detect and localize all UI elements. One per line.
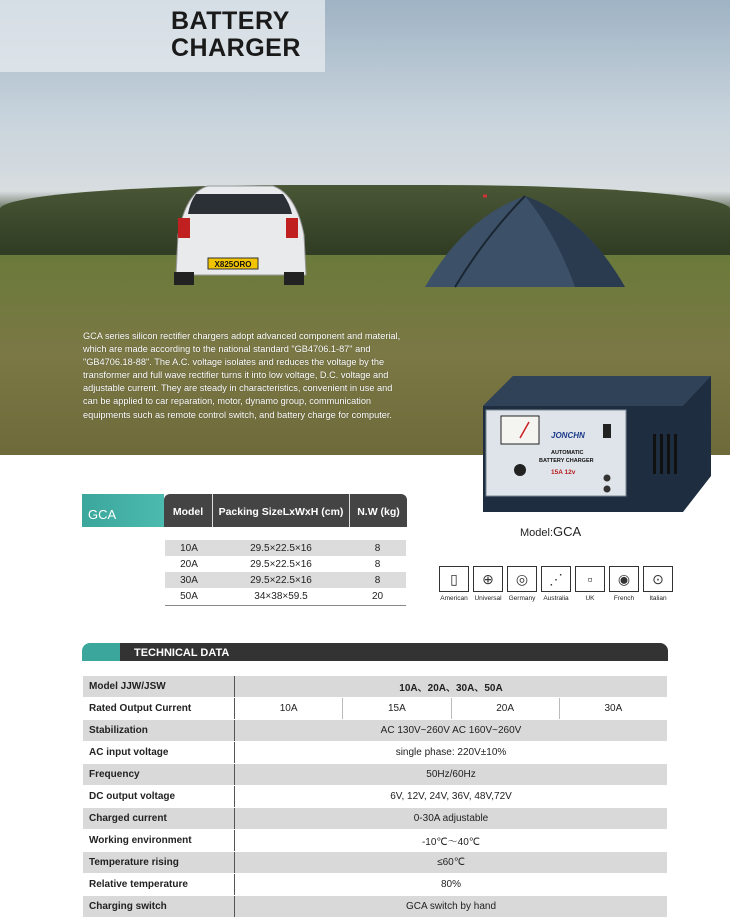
table-cell: 29.5×22.5×16 xyxy=(250,574,312,586)
model-caption xyxy=(520,524,581,539)
plug-american-icon: ▯ xyxy=(439,566,469,592)
technical-data-header xyxy=(82,643,668,661)
table-row xyxy=(83,874,667,896)
table-cell: 10A xyxy=(180,542,198,554)
plug-label: French xyxy=(613,595,635,602)
row-value: single phase: 220V±10% xyxy=(395,747,507,758)
row-value: 10A xyxy=(235,698,343,719)
plug-label: UK xyxy=(585,595,595,602)
table-row xyxy=(83,698,667,720)
row-value: 20A xyxy=(452,698,560,719)
table-cell: 30A xyxy=(180,574,198,586)
row-key: Rated Output Current xyxy=(83,698,235,719)
model-name: GCA xyxy=(553,524,582,539)
gca-series-label: GCA xyxy=(82,494,164,527)
plug-label: Italian xyxy=(649,595,667,602)
gca-col-packing: Packing SizeLxWxH (cm) xyxy=(218,506,344,518)
row-value: AC 130V~260V AC 160V~260V xyxy=(380,725,522,736)
table-row xyxy=(83,676,667,698)
table-row xyxy=(83,808,667,830)
title-line-2: CHARGER xyxy=(171,34,301,62)
plug-label: Australia xyxy=(543,595,569,602)
table-row xyxy=(165,588,406,604)
table-cell: 34×38×59.5 xyxy=(254,590,308,602)
car-image xyxy=(168,180,310,285)
table-row xyxy=(83,764,667,786)
car-plate-text: X825ORO xyxy=(214,260,252,269)
table-row xyxy=(83,830,667,852)
row-value: 0-30A adjustable xyxy=(413,813,489,824)
table-cell: 8 xyxy=(374,558,381,570)
plug-italian-icon: ⊙ xyxy=(643,566,673,592)
plug-french-icon: ◉ xyxy=(609,566,639,592)
table-row xyxy=(165,572,406,588)
row-key: Charging switch xyxy=(83,896,235,917)
plug-australia xyxy=(540,566,572,602)
table-row xyxy=(165,540,406,556)
plug-uk-icon: ▫ xyxy=(575,566,605,592)
table-cell: 8 xyxy=(374,542,381,554)
row-value: ≤60℃ xyxy=(437,857,465,868)
charger-device-image xyxy=(483,376,711,512)
table-row xyxy=(165,556,406,572)
plug-label: American xyxy=(440,595,468,602)
table-row xyxy=(83,720,667,742)
plug-universal-icon: ⊕ xyxy=(473,566,503,592)
row-value: 80% xyxy=(440,879,461,890)
gca-table-body xyxy=(165,540,406,606)
device-line-2: BATTERY CHARGER xyxy=(539,458,594,464)
table-cell: 20 xyxy=(371,590,384,602)
technical-data-title: TECHNICAL DATA xyxy=(134,647,230,659)
table-cell: 29.5×22.5×16 xyxy=(250,542,312,554)
table-cell: 8 xyxy=(374,574,381,586)
table-cell: 50A xyxy=(180,590,198,602)
page-title xyxy=(171,8,301,62)
row-key: Working environment xyxy=(83,830,235,851)
intro-text: GCA series silicon rectifier chargers adopt advanced component and material, which are made according to the national standard "GB4706.1-87" and "GB4706.18-88". The A.C. voltage isolates and reduces the voltage by the transformer and full wave rectifier turns it into low voltage, D.C. voltage and adjustable current. They are steady in characteristics, convenient in use and can be applied to car reparation, motor, dynamo group, communication equipments such as remote control switch, and battery charge for computer. xyxy=(83,331,401,420)
row-value: 50Hz/60Hz xyxy=(426,769,476,780)
plug-australia-icon: ⋰ xyxy=(541,566,571,592)
row-key: Relative temperature xyxy=(83,874,235,895)
row-key: Frequency xyxy=(83,764,235,785)
device-brand: JONCHN xyxy=(551,431,585,440)
device-line-1: AUTOMATIC xyxy=(551,450,584,456)
row-key: Charged current xyxy=(83,808,235,829)
plug-label: Universal xyxy=(474,595,502,602)
plug-germany-icon: ◎ xyxy=(507,566,537,592)
gca-header-dark xyxy=(164,494,407,527)
row-value: 10A、20A、30A、50A xyxy=(399,683,503,694)
table-row xyxy=(83,896,667,918)
row-values xyxy=(235,698,667,719)
plug-italian xyxy=(642,566,674,602)
row-key: AC input voltage xyxy=(83,742,235,763)
gca-col-model: Model xyxy=(172,506,204,518)
plug-label: Germany xyxy=(508,595,536,602)
row-key: Stabilization xyxy=(83,720,235,741)
model-prefix: Model: xyxy=(520,527,554,539)
row-key: Model JJW/JSW xyxy=(83,676,235,697)
row-value: 15A xyxy=(343,698,451,719)
row-key: DC output voltage xyxy=(83,786,235,807)
plug-american xyxy=(438,566,470,602)
plug-types xyxy=(438,566,670,606)
row-value: 30A xyxy=(604,703,623,714)
technical-data-table xyxy=(83,676,667,918)
title-line-1: BATTERY xyxy=(171,7,290,35)
table-row xyxy=(83,852,667,874)
row-key: Temperature rising xyxy=(83,852,235,873)
row-value: -10℃～40℃ xyxy=(421,837,481,848)
tent-image xyxy=(425,192,625,290)
table-cell: 29.5×22.5×16 xyxy=(250,558,312,570)
table-row xyxy=(83,786,667,808)
plug-uk xyxy=(574,566,606,602)
gca-col-nw: N.W (kg) xyxy=(357,506,400,518)
device-rating: 15A 12v xyxy=(551,469,576,476)
plug-universal xyxy=(472,566,504,602)
divider xyxy=(165,605,406,606)
plug-french xyxy=(608,566,640,602)
row-value: 6V, 12V, 24V, 36V, 48V,72V xyxy=(390,791,512,802)
row-value: GCA switch by hand xyxy=(405,901,497,912)
table-row xyxy=(83,742,667,764)
gca-table-header xyxy=(82,494,407,527)
plug-germany xyxy=(506,566,538,602)
table-cell: 20A xyxy=(180,558,198,570)
